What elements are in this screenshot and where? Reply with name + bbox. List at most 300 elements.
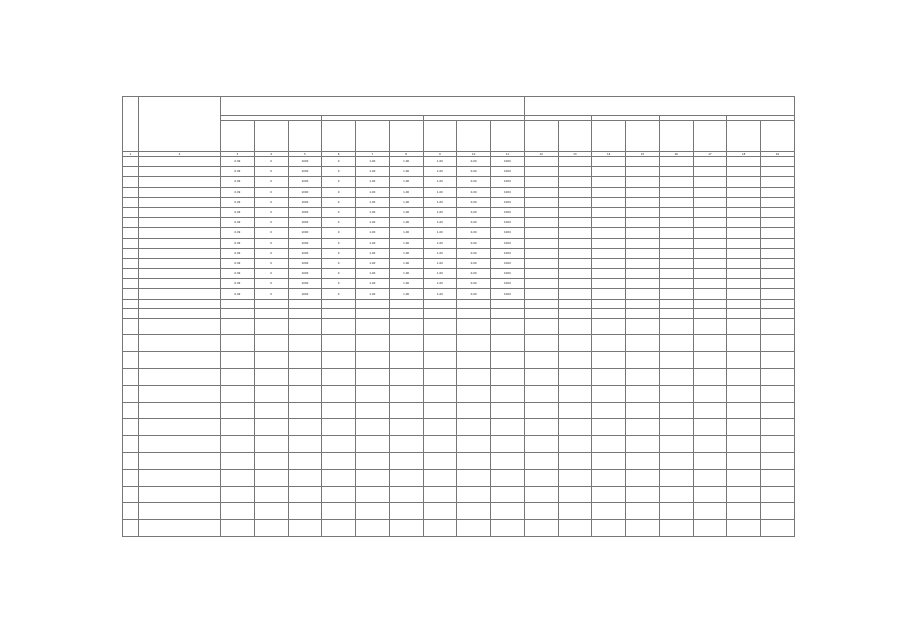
row-cell: 0,09: [221, 157, 255, 167]
row-cell: [457, 402, 491, 419]
row-number: [123, 289, 139, 299]
row-cell: [221, 486, 255, 503]
row-cell: [288, 503, 322, 520]
header-column-number: 17: [693, 152, 727, 157]
row-name: [139, 419, 221, 436]
row-cell: 0: [254, 289, 288, 299]
row-name: [139, 187, 221, 197]
row-cell: [592, 187, 626, 197]
header-column-number: 12: [524, 152, 558, 157]
row-cell: [457, 419, 491, 436]
row-cell: 1,00: [389, 248, 423, 258]
row-cell: [659, 299, 693, 308]
row-name: [139, 369, 221, 386]
row-cell: [626, 207, 660, 217]
row-cell: [761, 228, 795, 238]
row-cell: [288, 308, 322, 318]
row-name: [139, 335, 221, 352]
row-cell-empty: [693, 453, 727, 470]
row-cell: [288, 299, 322, 308]
row-cell: [727, 218, 761, 228]
row-cell-empty: [761, 453, 795, 470]
row-cell: [389, 335, 423, 352]
row-cell: [761, 279, 795, 289]
row-cell: 1000: [288, 207, 322, 217]
row-cell: 0,00: [457, 248, 491, 258]
row-cell: 0: [322, 248, 356, 258]
row-cell: [221, 436, 255, 453]
row-cell: [389, 299, 423, 308]
row-cell: [693, 167, 727, 177]
row-cell: 0,00: [457, 157, 491, 167]
row-cell-empty: [626, 369, 660, 386]
row-cell: 0,09: [221, 207, 255, 217]
row-cell: [659, 279, 693, 289]
row-cell: [322, 503, 356, 520]
row-number: [123, 520, 139, 537]
row-cell: 0: [254, 238, 288, 248]
header-column-number: 13: [558, 152, 592, 157]
row-name: [139, 258, 221, 268]
row-cell: [491, 419, 525, 436]
row-cell: [693, 187, 727, 197]
table-row: [123, 167, 795, 177]
row-cell: 1000: [491, 157, 525, 167]
row-cell: [727, 289, 761, 299]
row-cell-empty: [693, 469, 727, 486]
row-cell: [423, 419, 457, 436]
row-number: [123, 436, 139, 453]
table-row: [123, 269, 795, 279]
table-subrow: [123, 520, 795, 537]
row-cell: [491, 436, 525, 453]
row-cell: [524, 248, 558, 258]
header-row-column-names: [123, 121, 795, 152]
row-cell-empty: [524, 352, 558, 369]
row-cell: 1,00: [389, 207, 423, 217]
row-cell: [389, 308, 423, 318]
row-cell: [524, 187, 558, 197]
row-number: [123, 318, 139, 335]
row-cell: [761, 269, 795, 279]
row-cell: [727, 177, 761, 187]
header-col-num: [123, 97, 139, 152]
row-cell: 1,00: [423, 207, 457, 217]
row-cell: [727, 187, 761, 197]
row-cell-empty: [727, 352, 761, 369]
row-cell: 1,00: [389, 238, 423, 248]
row-cell: 0,00: [457, 167, 491, 177]
row-cell: 1,00: [423, 248, 457, 258]
row-number: [123, 453, 139, 470]
table-subrow: [123, 335, 795, 352]
row-cell: 1000: [288, 238, 322, 248]
row-cell: [626, 269, 660, 279]
row-cell: [457, 299, 491, 308]
row-cell: [761, 167, 795, 177]
row-number: [123, 402, 139, 419]
row-cell: [524, 207, 558, 217]
row-cell: 0,00: [457, 207, 491, 217]
row-cell: [254, 299, 288, 308]
table-subrow: [123, 352, 795, 369]
row-cell: [322, 419, 356, 436]
row-cell: [423, 503, 457, 520]
header-column-name: [693, 121, 727, 152]
row-cell: 1000: [491, 248, 525, 258]
row-cell: [356, 385, 390, 402]
row-cell: [322, 369, 356, 386]
row-name: [139, 269, 221, 279]
row-cell: [322, 436, 356, 453]
row-cell: 0,00: [457, 238, 491, 248]
header-column-name: [491, 121, 525, 152]
row-cell: 0,00: [457, 218, 491, 228]
header-column-name: [423, 121, 457, 152]
row-cell: 1,00: [423, 157, 457, 167]
row-cell: [423, 453, 457, 470]
row-cell: 0: [254, 177, 288, 187]
row-cell: [727, 248, 761, 258]
row-cell: 0: [322, 258, 356, 268]
row-cell-empty: [626, 520, 660, 537]
row-cell: 0: [254, 258, 288, 268]
row-cell: [558, 289, 592, 299]
row-name: [139, 520, 221, 537]
row-cell-empty: [592, 352, 626, 369]
row-cell: 0,09: [221, 248, 255, 258]
row-name: [139, 218, 221, 228]
row-cell-empty: [659, 385, 693, 402]
row-cell: [727, 269, 761, 279]
header-column-number: 3: [221, 152, 255, 157]
header-row-groups: [123, 97, 795, 116]
row-cell: [389, 469, 423, 486]
row-cell: 1000: [288, 167, 322, 177]
row-cell: 0: [322, 289, 356, 299]
row-cell-empty: [592, 520, 626, 537]
row-cell: [491, 299, 525, 308]
row-cell-empty: [761, 402, 795, 419]
row-cell: [288, 486, 322, 503]
row-cell-empty: [626, 419, 660, 436]
total-row: [123, 308, 795, 318]
row-cell: [761, 308, 795, 318]
row-number: [123, 218, 139, 228]
row-cell: [423, 402, 457, 419]
row-cell-empty: [558, 335, 592, 352]
row-cell: [457, 318, 491, 335]
row-cell: 1,00: [389, 167, 423, 177]
row-cell: 0: [322, 177, 356, 187]
row-cell-empty: [592, 436, 626, 453]
row-cell: 1,00: [356, 207, 390, 217]
row-cell: 1,00: [356, 187, 390, 197]
table-subrow: [123, 402, 795, 419]
header-column-number: 5: [288, 152, 322, 157]
row-cell: [288, 318, 322, 335]
row-cell: [592, 197, 626, 207]
row-number: [123, 279, 139, 289]
row-cell: 1,00: [423, 197, 457, 207]
row-number: [123, 352, 139, 369]
row-number: [123, 207, 139, 217]
row-cell-empty: [524, 318, 558, 335]
row-cell-empty: [558, 385, 592, 402]
table-subrow: [123, 318, 795, 335]
row-cell: [423, 369, 457, 386]
row-cell: [524, 258, 558, 268]
row-cell-empty: [693, 318, 727, 335]
row-cell: [356, 308, 390, 318]
row-cell: [288, 335, 322, 352]
row-cell: [389, 318, 423, 335]
header-column-name: [592, 121, 626, 152]
row-cell: [254, 419, 288, 436]
row-cell: 0: [322, 269, 356, 279]
row-cell: 1000: [491, 269, 525, 279]
row-cell: [524, 167, 558, 177]
row-cell: [356, 520, 390, 537]
row-cell: [254, 453, 288, 470]
row-cell: [524, 279, 558, 289]
row-cell: [693, 218, 727, 228]
row-cell-empty: [558, 352, 592, 369]
row-cell-empty: [727, 402, 761, 419]
row-cell: [761, 238, 795, 248]
row-cell: [288, 469, 322, 486]
row-cell: 0,09: [221, 167, 255, 177]
row-cell-empty: [558, 469, 592, 486]
row-cell: [254, 369, 288, 386]
row-cell: [727, 279, 761, 289]
row-cell: [524, 228, 558, 238]
row-cell-empty: [659, 402, 693, 419]
row-cell-empty: [659, 469, 693, 486]
row-cell: [727, 157, 761, 167]
row-cell: 1,00: [356, 289, 390, 299]
row-cell: [524, 197, 558, 207]
header-column-number: 4: [254, 152, 288, 157]
row-cell: [389, 419, 423, 436]
row-cell: 0: [322, 197, 356, 207]
row-cell: [254, 308, 288, 318]
row-cell: [626, 238, 660, 248]
row-cell-empty: [626, 503, 660, 520]
row-cell: 1,00: [389, 228, 423, 238]
row-cell: [558, 248, 592, 258]
table-row: [123, 228, 795, 238]
row-cell: [727, 258, 761, 268]
row-cell: 0,00: [457, 177, 491, 187]
row-cell: [626, 197, 660, 207]
row-cell: 1,00: [389, 187, 423, 197]
row-cell-empty: [626, 385, 660, 402]
row-cell: [592, 167, 626, 177]
row-cell: [558, 299, 592, 308]
row-cell: [356, 318, 390, 335]
row-cell: 1000: [491, 279, 525, 289]
row-cell: [761, 218, 795, 228]
row-cell: 0: [322, 167, 356, 177]
row-cell: [389, 402, 423, 419]
row-number: [123, 177, 139, 187]
row-cell: [524, 218, 558, 228]
row-cell: [457, 453, 491, 470]
row-cell: [491, 453, 525, 470]
row-cell: 1,00: [423, 238, 457, 248]
row-cell: 0: [254, 197, 288, 207]
row-cell: [423, 469, 457, 486]
row-cell: [457, 503, 491, 520]
row-cell: 1000: [491, 258, 525, 268]
row-number: [123, 197, 139, 207]
header-column-name: [761, 121, 795, 152]
row-cell: [693, 258, 727, 268]
row-cell: [423, 436, 457, 453]
row-cell: 0,09: [221, 197, 255, 207]
row-cell: 1000: [288, 157, 322, 167]
row-cell: [761, 197, 795, 207]
row-cell-empty: [626, 436, 660, 453]
row-cell: [288, 369, 322, 386]
row-cell-empty: [727, 453, 761, 470]
row-cell-empty: [558, 436, 592, 453]
row-cell: [558, 177, 592, 187]
row-name: [139, 238, 221, 248]
row-cell: [356, 486, 390, 503]
row-cell: [558, 308, 592, 318]
row-cell-empty: [524, 335, 558, 352]
row-cell: [558, 167, 592, 177]
row-cell: [356, 352, 390, 369]
row-cell: 0: [322, 228, 356, 238]
row-cell: [389, 436, 423, 453]
table-subrow: [123, 419, 795, 436]
header-column-name: [457, 121, 491, 152]
row-cell: [356, 299, 390, 308]
row-cell: [558, 197, 592, 207]
row-cell-empty: [659, 520, 693, 537]
row-cell: [288, 402, 322, 419]
row-cell-empty: [592, 369, 626, 386]
row-cell-empty: [558, 318, 592, 335]
row-cell: [457, 486, 491, 503]
row-cell: [221, 520, 255, 537]
row-cell: 1,00: [356, 228, 390, 238]
row-cell: [322, 385, 356, 402]
row-cell-empty: [693, 402, 727, 419]
row-cell: [221, 308, 255, 318]
row-cell: [558, 218, 592, 228]
table-subrow: [123, 385, 795, 402]
table-subrow: [123, 436, 795, 453]
row-cell: 0,09: [221, 228, 255, 238]
row-cell: [558, 238, 592, 248]
row-name: [139, 308, 221, 318]
row-cell-empty: [524, 436, 558, 453]
row-cell: [659, 197, 693, 207]
table-row: [123, 197, 795, 207]
row-cell-empty: [558, 453, 592, 470]
row-cell-empty: [592, 486, 626, 503]
row-cell: 1,00: [423, 269, 457, 279]
row-cell: [254, 352, 288, 369]
row-cell: [693, 308, 727, 318]
table-row: [123, 258, 795, 268]
row-cell: [524, 157, 558, 167]
row-cell-empty: [727, 385, 761, 402]
row-cell: 0,09: [221, 177, 255, 187]
row-cell-empty: [659, 369, 693, 386]
row-cell: [592, 157, 626, 167]
row-cell: [693, 228, 727, 238]
row-number: [123, 248, 139, 258]
row-cell: [288, 520, 322, 537]
header-column-number: 1: [123, 152, 139, 157]
row-cell-empty: [592, 318, 626, 335]
header-col-name: [139, 97, 221, 152]
row-cell: [626, 228, 660, 238]
row-cell: 0: [322, 187, 356, 197]
row-cell: [322, 453, 356, 470]
row-cell: 0,00: [457, 269, 491, 279]
row-cell: [423, 486, 457, 503]
row-cell: 0: [254, 218, 288, 228]
row-cell-empty: [626, 352, 660, 369]
row-cell: [693, 289, 727, 299]
row-cell-empty: [659, 318, 693, 335]
row-cell: [626, 248, 660, 258]
row-cell: [389, 385, 423, 402]
row-cell-empty: [558, 486, 592, 503]
table-row: [123, 207, 795, 217]
row-cell: 1000: [491, 228, 525, 238]
row-name: [139, 228, 221, 238]
table-subrow: [123, 369, 795, 386]
row-cell-empty: [659, 453, 693, 470]
row-cell-empty: [693, 503, 727, 520]
row-cell: 0: [254, 167, 288, 177]
row-cell: [693, 248, 727, 258]
row-cell: [626, 218, 660, 228]
row-cell: [524, 269, 558, 279]
row-cell: 1000: [491, 238, 525, 248]
row-cell: 1000: [288, 197, 322, 207]
row-cell: [389, 520, 423, 537]
row-cell: [491, 520, 525, 537]
row-cell: 0,00: [457, 228, 491, 238]
row-cell: [221, 318, 255, 335]
row-cell-empty: [761, 352, 795, 369]
row-cell-empty: [761, 436, 795, 453]
row-cell: [558, 157, 592, 167]
row-cell: 0,09: [221, 187, 255, 197]
row-cell: 1000: [288, 228, 322, 238]
row-cell: [491, 486, 525, 503]
row-cell: [457, 335, 491, 352]
row-cell: [288, 436, 322, 453]
row-cell: [221, 352, 255, 369]
header-column-name: [389, 121, 423, 152]
row-name: [139, 436, 221, 453]
row-cell: 1,00: [356, 218, 390, 228]
row-cell-empty: [659, 352, 693, 369]
row-cell: 1,00: [389, 279, 423, 289]
row-cell: [659, 238, 693, 248]
row-cell: 1,00: [423, 289, 457, 299]
row-cell-empty: [592, 503, 626, 520]
